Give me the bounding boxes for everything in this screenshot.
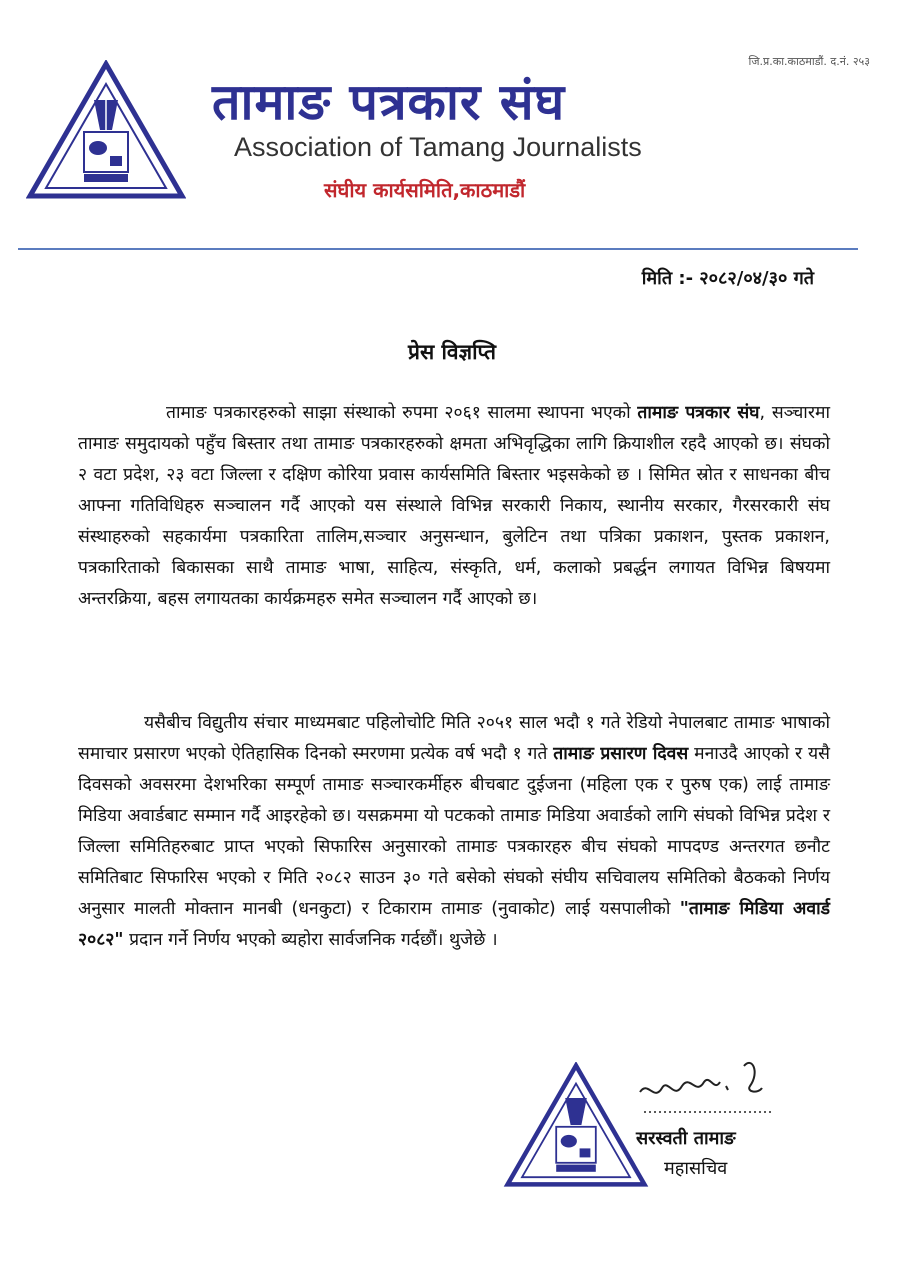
signatory-name: सरस्वती तामाङ [636,1128,736,1149]
signature [634,1052,784,1122]
signatory-role: महासचिव [664,1158,728,1179]
organization-logo [26,60,186,200]
organization-seal [502,1062,650,1188]
org-name-english: Association of Tamang Journalists [234,132,642,162]
org-name-nepali: तामाङ पत्रकार संघ [212,73,566,131]
document-title: प्रेस विज्ञप्ति [408,340,496,364]
text: यसैबीच विद्युतीय संचार माध्यमबाट पहिलोचोटि मिति २०५१ साल भदौ १ गते रेडियो नेपालबाट तामाङ भाषाको समाचार प्रसारण भएको ऐतिहासिक दिनको स्मरणमा प्रत्येक वर्ष भदौ १ गते [78,713,830,764]
registration-number: जि.प्र.का.काठमाडौं. द.नं. २५३ [748,55,870,68]
text: मनाउदै आएको र यसै दिवसको अवसरमा देशभरिका सम्पूर्ण तामाङ सञ्चारकर्मीहरु बीचबाट दुईजना (महिला एक र पुरुष एक) लाई तामाङ मिडिया अवार्डबाट सम्मान गर्दै आइरहेको छ। यसक्रममा यो पटकको तामाङ मिडिया अवार्डको लागि संघको विभिन्न प्रदेश र जिल्ला समितिहरुबाट प्राप्त भएको सिफारिस अनुसारको तामाङ पत्रकारहरु बीच संघको मापदण्ड अन्तरगत छनौट समितिबाट सिफारिस भएको र मिति २०८२ साउन ३० गते बसेको संघको संघीय सचिवालय समितिको बैठकको निर्णय अनुसार मालती मोक्तान मानबी (धनकुटा) र टिकाराम तामाङ (नुवाकोट) लाई यसपालीको [78,744,831,919]
header-divider [18,248,858,250]
bold-broadcast-day: तामाङ प्रसारण दिवस [553,744,689,764]
bold-org-name: तामाङ पत्रकार संघ [637,403,760,423]
letter-date: मिति :- २०८२/०४/३० गते [641,268,814,289]
text: , सञ्चारमा तामाङ समुदायको पहुँच बिस्तार तथा तामाङ पत्रकारहरुको क्षमता अभिवृद्धिका लागि क्रियाशील रहदै आएको छ। संघको २ वटा प्रदेश, २३ वटा जिल्ला र दक्षिण कोरिया प्रवास कार्यसमिति बिस्तार भइसकेको छ । सिमित स्रोत र साधनका बीच आफ्ना गतिविधिहरु सञ्चालन गर्दै आएको यस संस्थाले विभिन्न सरकारी निकाय, स्थानीय सरकार, गैरसरकारी संघ संस्थाहरुको सहकार्यमा पत्रकारिता तालिम,सञ्चार अनुसन्धान, बुलेटिन तथा पत्रिका प्रकाशन, पुस्तक प्रकाशन, पत्रकारिताको बिकासका साथै तामाङ भाषा, साहित्य, संस्कृति, धर्म, कलाको प्रबर्द्धन लगायत विभिन्न बिषयमा अन्तरक्रिया, बहस लगायतका कार्यक्रमहरु समेत सञ्चालन गर्दै आएको छ। [78,403,830,609]
paragraph-2 [78,708,830,956]
text: तामाङ पत्रकारहरुको साझा संस्थाको रुपमा २०६१ सालमा स्थापना भएको [166,403,638,423]
bold-award-name: "तामाङ मिडिया अवार्ड २०८२" [78,899,830,950]
committee-name: संघीय कार्यसमिति,काठमाडौं [324,178,526,202]
paragraph-1 [78,398,830,615]
text: प्रदान गर्ने निर्णय भएको ब्यहोरा सार्वजनिक गर्दछौं। थुजेछे । [123,930,498,950]
